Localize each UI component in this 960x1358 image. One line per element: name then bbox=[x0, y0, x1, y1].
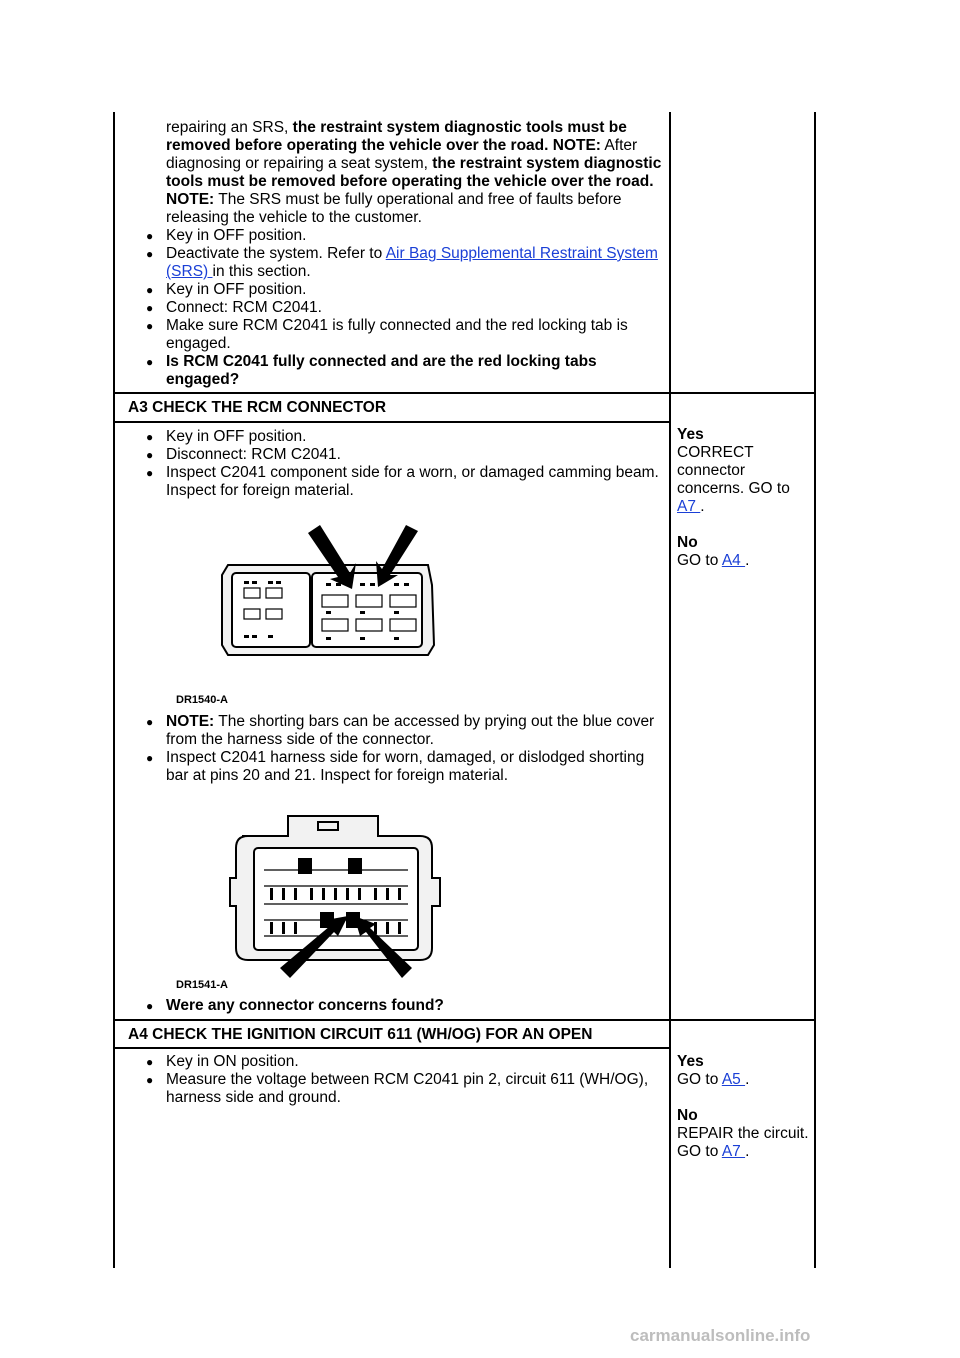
goto-a5-link[interactable]: A5 bbox=[721, 1071, 746, 1088]
list-item: ● Key in ON position. bbox=[140, 1053, 665, 1071]
figure-caption: DR1540-A bbox=[176, 694, 228, 706]
a4-steps-list bbox=[140, 1053, 665, 1107]
a2-note-label-2: NOTE: bbox=[166, 191, 215, 208]
list-item: ● Inspect C2041 harness side for worn, damaged, or dislodged shorting bar at pins 20 and 21. Inspect for foreign material. bbox=[140, 749, 665, 785]
a2-note-label: NOTE: bbox=[548, 137, 601, 154]
a4-step-title: A4 CHECK THE IGNITION CIRCUIT 611 (WH/OG) FOR AN OPEN bbox=[128, 1026, 593, 1043]
a3-result-column bbox=[677, 426, 809, 570]
connector-harness-side-figure bbox=[170, 808, 460, 993]
title-underline-a3 bbox=[113, 421, 671, 423]
row-divider-a4 bbox=[113, 1019, 816, 1021]
a4-no-heading: No bbox=[677, 1107, 698, 1124]
a3-no-action: GO to A4 . bbox=[677, 552, 750, 569]
list-item: ● Is RCM C2041 fully connected and are the red locking tabs engaged? bbox=[140, 353, 665, 389]
a4-yes-action: GO to A5 . bbox=[677, 1071, 750, 1088]
goto-a7-link[interactable]: A7 bbox=[677, 498, 701, 515]
a2-note-text-2: After diagnosing or repairing a seat system, bbox=[166, 137, 638, 172]
a3-step-title: A3 CHECK THE RCM CONNECTOR bbox=[128, 399, 387, 416]
list-item: ● Deactivate the system. Refer to Air Bag Supplemental Restraint System (SRS) in this section. bbox=[140, 245, 665, 281]
a2-note-text-3: The SRS must be fully operational and free of faults before releasing the vehicle to the customer. bbox=[166, 191, 622, 226]
list-item: ● Make sure RCM C2041 is fully connected and the red locking tab is engaged. bbox=[140, 317, 665, 353]
list-item: ● Connect: RCM C2041. bbox=[140, 299, 665, 317]
a3-steps-list-1 bbox=[140, 428, 665, 500]
a4-no-action: REPAIR the circuit. GO to A7 . bbox=[677, 1125, 809, 1160]
list-item: ● Inspect C2041 component side for a worn, or damaged camming beam. Inspect for foreign material. bbox=[140, 464, 665, 500]
a3-steps-list-3 bbox=[140, 997, 665, 1015]
table-right-border bbox=[814, 112, 816, 1268]
watermark: carmanualsonline.info bbox=[630, 1326, 811, 1345]
a3-yes-action: CORRECT connector concerns. GO to A7 . bbox=[677, 444, 790, 515]
list-item: ● Disconnect: RCM C2041. bbox=[140, 446, 665, 464]
a4-yes-heading: Yes bbox=[677, 1053, 704, 1070]
figure-caption: DR1541-A bbox=[176, 979, 228, 991]
list-item: ● Measure the voltage between RCM C2041 pin 2, circuit 611 (WH/OG), harness side and ground. bbox=[140, 1071, 665, 1107]
a2-note-bold-2: the restraint system diagnostic tools must be removed before operating the vehicle over the road. bbox=[166, 155, 662, 190]
list-item: ● Key in OFF position. bbox=[140, 428, 665, 446]
list-item: ● Were any connector concerns found? bbox=[140, 997, 665, 1015]
srs-section-link[interactable]: Air Bag Supplemental Restraint System (SRS) bbox=[166, 245, 658, 280]
goto-a7-link-2[interactable]: A7 bbox=[721, 1143, 746, 1160]
list-item: ● NOTE: The shorting bars can be accessed by prying out the blue cover from the harness side of the connector. bbox=[140, 713, 665, 749]
a3-steps-list-2 bbox=[140, 713, 665, 785]
list-item: ● Key in OFF position. bbox=[140, 281, 665, 299]
title-underline-a4 bbox=[113, 1047, 671, 1049]
a2-note-bold: the restraint system diagnostic tools must be removed before operating the vehicle over the road. bbox=[166, 119, 627, 154]
a2-note-paragraph bbox=[166, 119, 662, 227]
row-divider-a3 bbox=[113, 392, 816, 394]
a3-no-heading: No bbox=[677, 534, 698, 551]
a3-yes-heading: Yes bbox=[677, 426, 704, 443]
a2-note-text: repairing an SRS, bbox=[166, 119, 293, 136]
list-item: ● Key in OFF position. bbox=[140, 227, 665, 245]
goto-a4-link[interactable]: A4 bbox=[721, 552, 746, 569]
table-left-border bbox=[113, 112, 115, 1268]
connector-component-side-figure bbox=[170, 525, 450, 710]
a4-result-column bbox=[677, 1053, 813, 1161]
table-middle-border bbox=[669, 112, 671, 1268]
a2-steps-list bbox=[140, 227, 665, 389]
